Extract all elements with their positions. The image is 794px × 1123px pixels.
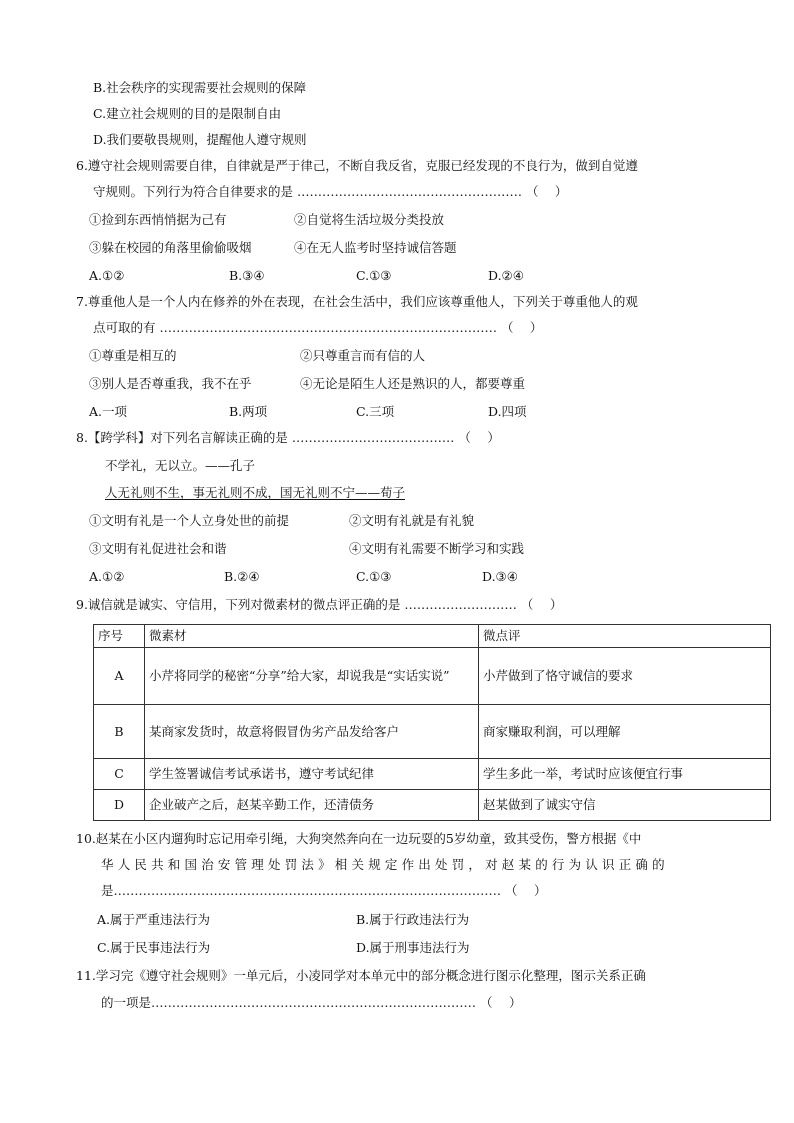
- table-row: [94, 790, 771, 821]
- q10-option-c: C.属于民事违法行为: [97, 940, 211, 955]
- q6-stem-line1: 6.遵守社会规则需要自律，自律就是严于律己，不断自我反省，克服已经发现的不良行为，做到自觉遵: [76, 158, 638, 173]
- q8-option-a: A.①②: [89, 569, 125, 584]
- q8-item-1: ①文明有礼是一个人立身处世的前提: [89, 513, 290, 528]
- q8-option-d: D.③④: [482, 569, 518, 584]
- q6-item-3: ③躲在校园的角落里偷偷吸烟: [89, 240, 252, 255]
- column-header-comment: 微点评: [479, 625, 771, 648]
- q6-item-1: ①捡到东西悄悄据为己有: [89, 212, 227, 227]
- row-material: 企业破产之后，赵某辛勤工作，还清债务: [145, 790, 479, 821]
- q8-item-3: ③文明有礼促进社会和谐: [89, 541, 227, 556]
- table-header-row: [94, 625, 771, 648]
- q10-option-a: A.属于严重违法行为: [97, 912, 211, 927]
- row-material: 小芹将同学的秘密“分享”给大家，却说我是“实话实说”: [145, 648, 479, 705]
- q5-option-c: C.建立社会规则的目的是限制自由: [93, 106, 282, 121]
- q10-option-d: D.属于刑事违法行为: [356, 940, 470, 955]
- q5-option-d: D.我们要敬畏规则，提醒他人遵守规则: [93, 132, 307, 147]
- q6-item-2: ②自觉将生活垃圾分类投放: [294, 212, 445, 227]
- q10-stem-line2: 华人民共和国治安管理处罚法》相关规定作出处罚，对赵某的行为认识正确的: [101, 857, 669, 872]
- q9-table: [93, 624, 771, 821]
- row-seq: D: [94, 790, 145, 821]
- q9-stem: 9.诚信就是诚实、守信用，下列对微素材的微点评正确的是 ……………………… （ ）: [76, 597, 563, 612]
- q10-option-b: B.属于行政违法行为: [356, 912, 470, 927]
- q8-item-4: ④文明有礼需要不断学习和实践: [349, 541, 525, 556]
- row-seq: A: [94, 648, 145, 705]
- q8-option-c: C.①③: [356, 569, 392, 584]
- q7-item-4: ④无论是陌生人还是熟识的人，都要尊重: [300, 376, 526, 391]
- row-material: 学生签署诚信考试承诺书，遵守考试纪律: [145, 759, 479, 790]
- column-header-material: 微素材: [145, 625, 479, 648]
- row-comment: 学生多此一举，考试时应该便宜行事: [479, 759, 771, 790]
- table-row: [94, 759, 771, 790]
- q10-stem-line3: 是………………………………………………………………………………… （ ）: [101, 883, 547, 898]
- row-seq: C: [94, 759, 145, 790]
- row-comment: 小芹做到了恪守诚信的要求: [479, 648, 771, 705]
- q7-option-b: B.两项: [229, 404, 268, 419]
- column-header-seq: 序号: [94, 625, 145, 648]
- q8-item-2: ②文明有礼就是有礼貌: [349, 513, 475, 528]
- q6-stem-line2: 守规则。下列行为符合自律要求的是 ……………………………………………… （ ）: [93, 184, 568, 199]
- q7-stem-line1: 7.尊重他人是一个人内在修养的外在表现，在社会生活中，我们应该尊重他人，下列关于尊重他人的观: [76, 294, 638, 309]
- q8-stem: 8.【跨学科】对下列名言解读正确的是 ………………………………… （ ）: [76, 430, 500, 445]
- q6-option-d: D.②④: [488, 268, 524, 283]
- q7-option-d: D.四项: [488, 404, 527, 419]
- row-comment: 商家赚取利润，可以理解: [479, 705, 771, 759]
- q7-option-a: A.一项: [89, 404, 128, 419]
- q6-item-4: ④在无人监考时坚持诚信答题: [294, 240, 457, 255]
- q11-stem-line2: 的一项是…………………………………………………………………… （ ）: [101, 995, 522, 1010]
- q7-option-c: C.三项: [356, 404, 395, 419]
- table-row: [94, 648, 771, 705]
- q8-quote-xunzi: 人无礼则不生，事无礼则不成，国无礼则不宁——荀子: [105, 485, 406, 500]
- q7-item-1: ①尊重是相互的: [89, 348, 177, 363]
- table-row: [94, 705, 771, 759]
- q6-option-a: A.①②: [89, 268, 125, 283]
- q7-stem-line2: 点可取的有 ……………………………………………………………………… （ ）: [93, 320, 543, 335]
- q7-item-2: ②只尊重言而有信的人: [300, 348, 426, 363]
- row-comment: 赵某做到了诚实守信: [479, 790, 771, 821]
- row-material: 某商家发货时，故意将假冒伪劣产品发给客户: [145, 705, 479, 759]
- q8-quote-confucius: 不学礼，无以立。——孔子: [105, 458, 256, 473]
- q6-option-b: B.③④: [229, 268, 265, 283]
- q8-option-b: B.②④: [224, 569, 260, 584]
- q6-option-c: C.①③: [356, 268, 392, 283]
- q10-stem-line1: 10.赵某在小区内遛狗时忘记用牵引绳，大狗突然奔向在一边玩耍的5岁幼童，致其受伤，警方根据《中: [76, 831, 642, 846]
- q11-stem-line1: 11.学习完《遵守社会规则》一单元后，小凌同学对本单元中的部分概念进行图示化整理，图示关系正确: [76, 968, 646, 983]
- q5-option-b: B.社会秩序的实现需要社会规则的保障: [93, 80, 307, 95]
- q7-item-3: ③别人是否尊重我，我不在乎: [89, 376, 252, 391]
- row-seq: B: [94, 705, 145, 759]
